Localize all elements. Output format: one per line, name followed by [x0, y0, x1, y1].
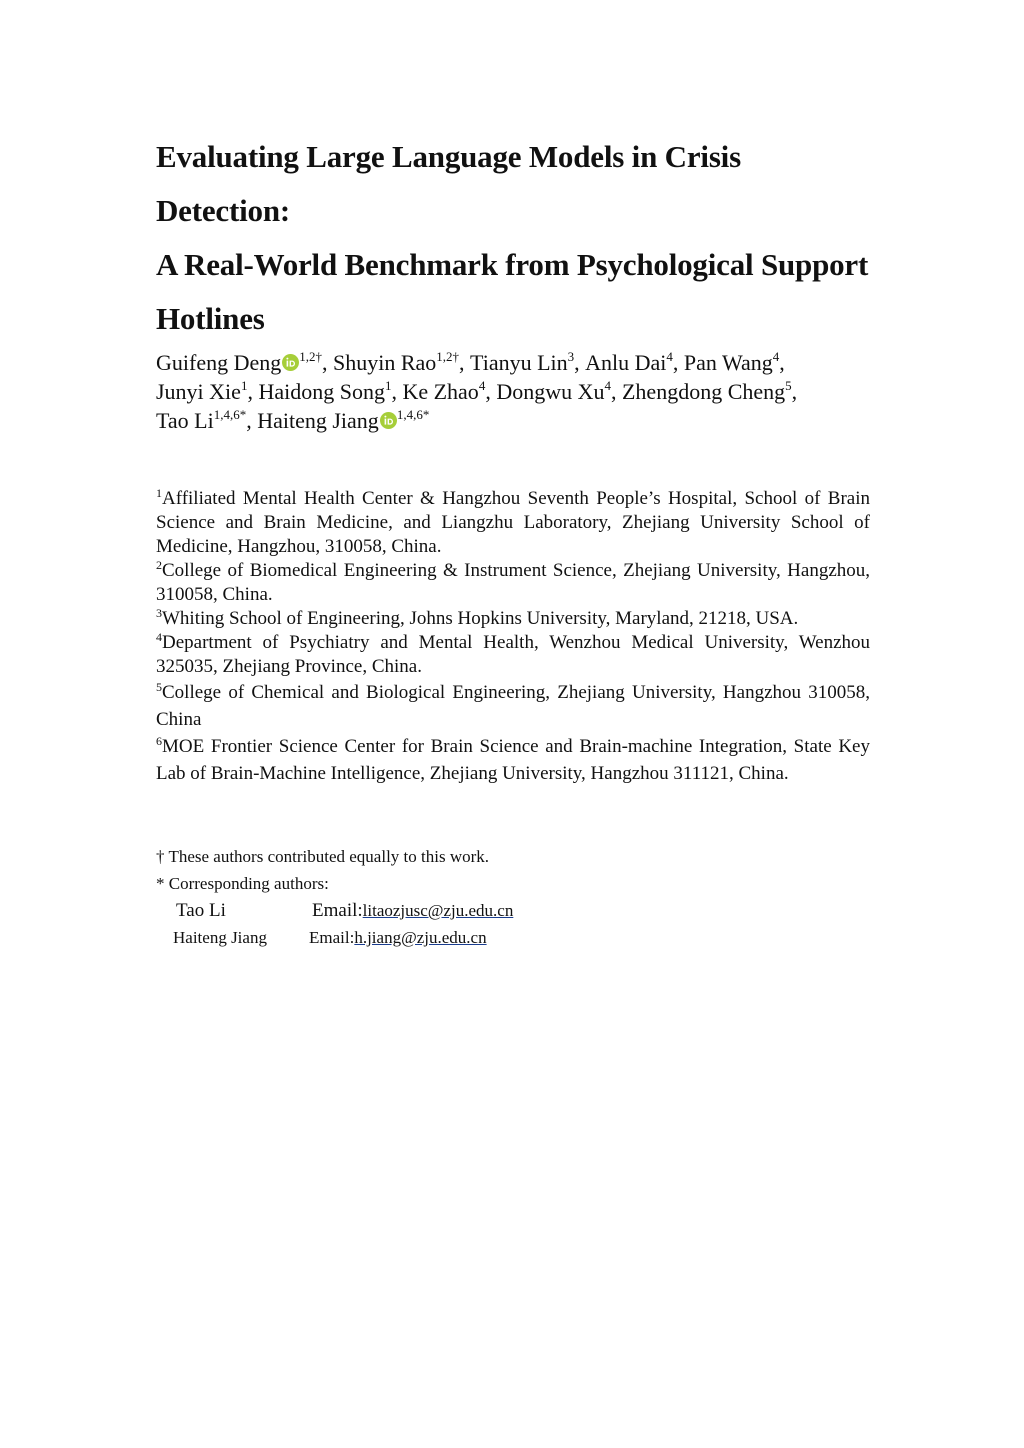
author-name: Tianyu Lin: [470, 350, 568, 375]
author-list: [156, 348, 870, 435]
title-line-2: A Real-World Benchmark from Psychological Support: [156, 247, 869, 282]
author-name: Haidong Song: [258, 379, 385, 404]
author-separator: ,: [574, 350, 586, 375]
author-affiliation-marker: 1,2†: [436, 349, 460, 364]
author-notes: [156, 843, 870, 951]
author-name: Ke Zhao: [402, 379, 479, 404]
author-affiliation-marker: 4: [772, 349, 780, 364]
affiliation-4: $^4$Department of Psychiatry and Mental Health, Wenzhou Medical University, Wenzhou 325035, Zhejiang Province, China.: [156, 630, 870, 677]
author-name: Haiteng Jiang: [257, 408, 379, 433]
author-separator: ,: [485, 379, 497, 404]
affiliation-2: $^2$College of Biomedical Engineering & Instrument Science, Zhejiang University, Hangzhou, 310058, China.: [156, 558, 870, 605]
author-separator: ,: [322, 350, 333, 375]
affiliation-list: [156, 487, 870, 787]
author-separator: ,: [610, 379, 622, 404]
equal-contribution-note: † These authors contributed equally to this work.: [156, 847, 490, 866]
author-affiliation-marker: 4: [604, 378, 611, 393]
author-entry: [684, 350, 785, 375]
author-entry: [402, 379, 496, 404]
contact-row-1: [156, 897, 870, 924]
author-name: Guifeng Deng: [156, 350, 282, 375]
author-separator: ,: [247, 379, 259, 404]
email-link[interactable]: litaozjusc@zju.edu.cn: [362, 901, 514, 920]
author-entry: [258, 379, 402, 404]
author-name: Shuyin Rao: [333, 350, 437, 375]
author-name: Pan Wang: [683, 350, 773, 375]
author-entry: [333, 350, 470, 375]
author-entry: [156, 379, 258, 404]
author-affiliation-marker: 3: [567, 349, 575, 364]
author-separator: ,: [779, 350, 785, 375]
paper-title: [156, 130, 870, 346]
author-affiliation-marker: 5: [785, 378, 792, 393]
corresponding-authors-label: * Corresponding authors:: [156, 874, 329, 893]
author-affiliation-marker: 1,4,6*: [213, 407, 247, 422]
author-name: Zhengdong Cheng: [621, 379, 786, 404]
author-affiliation-marker: 1,2†: [299, 349, 322, 364]
author-entry: [622, 379, 797, 404]
author-entry: [585, 350, 684, 375]
author-affiliation-marker: 1: [384, 378, 392, 393]
author-name: Junyi Xie: [156, 379, 241, 404]
email-label: Email:: [309, 928, 355, 947]
author-affiliation-marker: 4: [478, 378, 486, 393]
email-link[interactable]: h.jiang@zju.edu.cn: [354, 928, 487, 947]
author-entry: [496, 379, 622, 404]
author-separator: ,: [459, 350, 471, 375]
author-affiliation-marker: 1: [240, 378, 248, 393]
author-entry: [470, 350, 585, 375]
author-affiliation-marker: 4: [666, 349, 673, 364]
title-line-1: Evaluating Large Language Models in Crisis Detection:: [156, 139, 741, 228]
author-entry: [257, 408, 429, 433]
affiliation-6: $^6$MOE Frontier Science Center for Brain Science and Brain-machine Integration, State Key Lab of Brain-Machine Intelligence, Zhejiang University, Hangzhou 311121, China.: [156, 734, 870, 784]
affiliation-3: $^3$Whiting School of Engineering, Johns Hopkins University, Maryland, 21218, USA.: [156, 606, 799, 629]
orcid-icon[interactable]: [282, 354, 299, 371]
author-name: Anlu Dai: [585, 350, 667, 375]
contact-row-2: [156, 924, 870, 951]
author-entry: [156, 350, 333, 375]
contact-name: Tao Li: [176, 900, 226, 921]
author-entry: [156, 408, 257, 433]
author-separator: ,: [672, 350, 684, 375]
author-affiliation-marker: 1,4,6*: [396, 407, 430, 422]
author-name: Dongwu Xu: [496, 379, 605, 404]
email-label: Email:: [312, 900, 363, 921]
title-line-3: Hotlines: [156, 301, 265, 336]
author-separator: ,: [791, 379, 798, 404]
affiliation-1: $^1$Affiliated Mental Health Center & Hangzhou Seventh People’s Hospital, School of Brain Science and Brain Medicine, and Liangzhu Laboratory, Zhejiang University School of Medicine, Hangzhou, 310058, China.: [156, 486, 870, 557]
orcid-icon[interactable]: [380, 412, 397, 429]
author-separator: ,: [391, 379, 403, 404]
author-name: Tao Li: [156, 408, 214, 433]
author-separator: ,: [246, 408, 258, 433]
title-page-content: [156, 130, 870, 951]
contact-name: Haiteng Jiang: [173, 928, 267, 947]
affiliation-5: $^5$College of Chemical and Biological Engineering, Zhejiang University, Hangzhou 310058, China: [156, 680, 870, 730]
